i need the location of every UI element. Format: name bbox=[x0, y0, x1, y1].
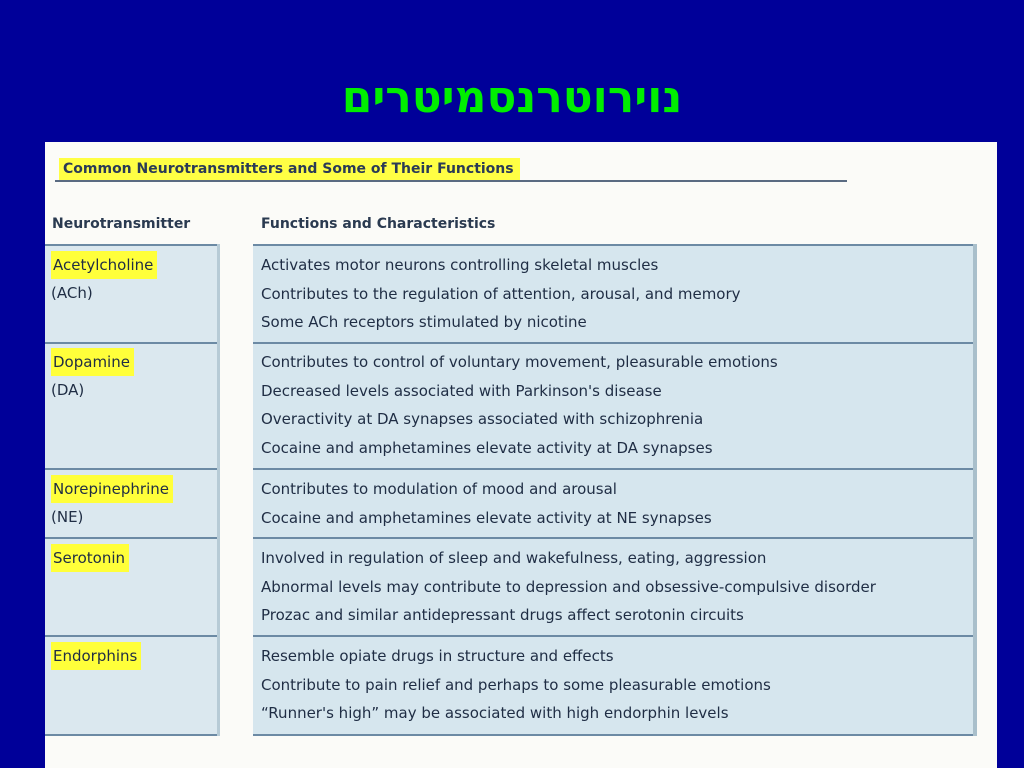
neurotransmitter-name: Norepinephrine bbox=[51, 475, 173, 503]
table-row-dopamine-functions bbox=[261, 348, 961, 462]
row-divider bbox=[45, 468, 217, 470]
table-row-dopamine-name bbox=[51, 348, 134, 404]
table-row-norepinephrine-functions bbox=[261, 475, 961, 532]
function-line: Some ACh receptors stimulated by nicotine bbox=[261, 313, 587, 331]
row-divider bbox=[253, 537, 973, 539]
table-caption-rule bbox=[55, 150, 847, 182]
neurotransmitter-table-image bbox=[45, 142, 997, 768]
table-caption: Common Neurotransmitters and Some of Their Functions bbox=[59, 158, 520, 180]
neurotransmitter-abbreviation: (DA) bbox=[51, 381, 85, 399]
neurotransmitter-name: Endorphins bbox=[51, 642, 141, 670]
table-row-serotonin-name bbox=[51, 544, 129, 572]
function-line: Contributes to modulation of mood and arousal bbox=[261, 480, 617, 498]
row-divider bbox=[253, 468, 973, 470]
table-row-norepinephrine-name bbox=[51, 475, 173, 531]
row-divider bbox=[253, 734, 973, 736]
table-row-endorphins-functions bbox=[261, 642, 961, 728]
row-divider bbox=[253, 244, 973, 246]
function-line: Cocaine and amphetamines elevate activity at NE synapses bbox=[261, 508, 712, 527]
row-divider bbox=[45, 342, 217, 344]
function-line: Contributes to the regulation of attention, arousal, and memory bbox=[261, 284, 741, 303]
function-line: Overactivity at DA synapses associated with schizophrenia bbox=[261, 410, 704, 428]
neurotransmitter-name: Serotonin bbox=[51, 544, 129, 572]
neurotransmitter-abbreviation: (ACh) bbox=[51, 284, 93, 302]
column-header-neurotransmitter: Neurotransmitter bbox=[52, 216, 191, 232]
row-divider bbox=[45, 244, 217, 246]
table-row-acetylcholine-name bbox=[51, 251, 157, 307]
table-row-acetylcholine-functions bbox=[261, 251, 961, 337]
function-line: Prozac and similar antidepressant drugs affect serotonin circuits bbox=[261, 606, 744, 624]
function-line: Activates motor neurons controlling skeletal muscles bbox=[261, 256, 659, 274]
function-line: Decreased levels associated with Parkinson's disease bbox=[261, 381, 662, 400]
column-header-functions: Functions and Characteristics bbox=[261, 216, 496, 232]
neurotransmitter-abbreviation: (NE) bbox=[51, 508, 84, 526]
neurotransmitter-name: Acetylcholine bbox=[51, 251, 157, 279]
row-divider bbox=[45, 734, 217, 736]
function-line: Resemble opiate drugs in structure and effects bbox=[261, 647, 614, 665]
function-line: Contribute to pain relief and perhaps to some pleasurable emotions bbox=[261, 675, 771, 694]
table-row-endorphins-name bbox=[51, 642, 141, 670]
table-row-serotonin-functions bbox=[261, 544, 961, 630]
function-line: Involved in regulation of sleep and wakefulness, eating, aggression bbox=[261, 549, 767, 567]
row-divider bbox=[45, 635, 217, 637]
slide-title: נוירוטרנסמיטרים bbox=[341, 72, 683, 123]
function-line: Contributes to control of voluntary movement, pleasurable emotions bbox=[261, 353, 778, 371]
function-line: Abnormal levels may contribute to depression and obsessive-compulsive disorder bbox=[261, 577, 876, 596]
function-line: Cocaine and amphetamines elevate activity at DA synapses bbox=[261, 438, 713, 457]
row-divider bbox=[253, 342, 973, 344]
row-divider bbox=[45, 537, 217, 539]
row-divider bbox=[253, 635, 973, 637]
neurotransmitter-name: Dopamine bbox=[51, 348, 134, 376]
function-line: “Runner's high” may be associated with high endorphin levels bbox=[261, 704, 729, 722]
